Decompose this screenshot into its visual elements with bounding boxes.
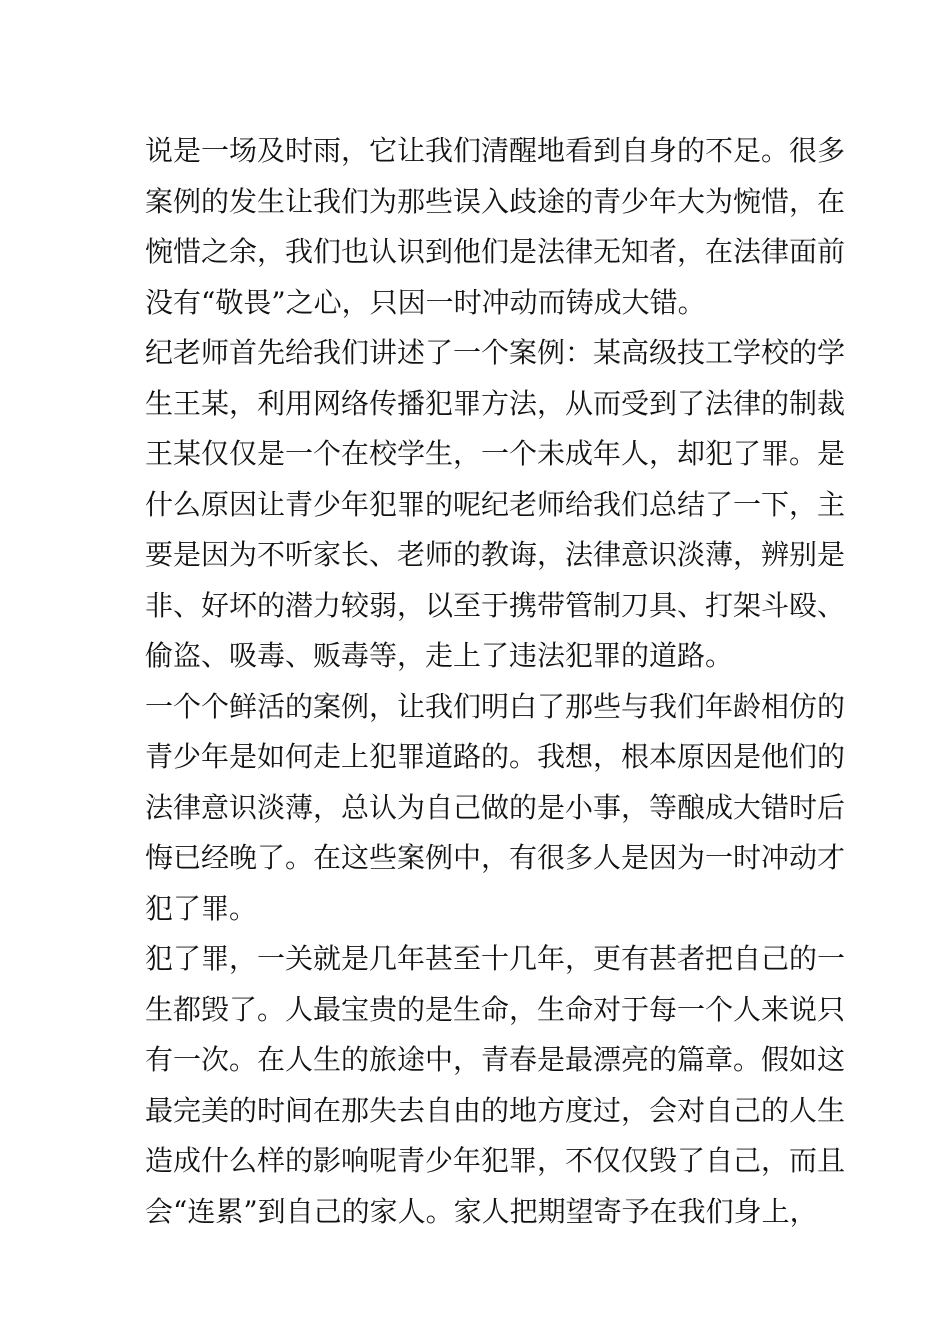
text-line-19: 有一次。在人生的旅途中，青春是最漂亮的篇章。假如这	[145, 1043, 846, 1076]
body-text	[145, 126, 846, 1237]
text-line-3: 惋惜之余，我们也认识到他们是法律无知者，在法律面前	[145, 235, 846, 268]
text-line-17: 犯了罪，一关就是几年甚至十几年，更有甚者把自己的一	[145, 942, 846, 975]
text-line-7: 王某仅仅是一个在校学生，一个未成年人，却犯了罪。是	[145, 437, 846, 470]
text-line-4: 没有“敬畏”之心，只因一时冲动而铸成大错。	[145, 285, 706, 319]
text-line-13: 青少年是如何走上犯罪道路的。我想，根本原因是他们的	[145, 740, 846, 773]
text-line-21: 造成什么样的影响呢青少年犯罪，不仅仅毁了自己，而且	[145, 1144, 846, 1177]
text-line-9: 要是因为不听家长、老师的教诲，法律意识淡薄，辨别是	[145, 538, 846, 571]
text-line-14: 法律意识淡薄，总认为自己做的是小事，等酿成大错时后	[145, 790, 846, 824]
text-line-6: 生王某，利用网络传播犯罪方法，从而受到了法律的制裁	[145, 386, 846, 420]
text-line-11: 偷盗、吸毒、贩毒等，走上了违法犯罪的道路。	[145, 639, 734, 672]
text-line-2: 案例的发生让我们为那些误入歧途的青少年大为惋惜，在	[145, 184, 846, 218]
text-line-15: 悔已经晚了。在这些案例中，有很多人是因为一时冲动才	[145, 841, 846, 874]
text-line-10: 非、好坏的潜力较弱，以至于携带管制刀具、打架斗殴、	[145, 588, 846, 622]
text-line-20: 最完美的时间在那失去自由的地方度过，会对自己的人生	[145, 1093, 846, 1127]
text-line-5: 纪老师首先给我们讲述了一个案例：某高级技工学校的学	[145, 336, 846, 369]
text-line-8: 什么原因让青少年犯罪的呢纪老师给我们总结了一下，主	[145, 487, 846, 521]
text-line-1: 说是一场及时雨，它让我们清醒地看到自身的不足。很多	[145, 134, 846, 167]
text-line-22: 会“连累”到自己的家人。家人把期望寄予在我们身上，	[145, 1194, 818, 1228]
text-line-16: 犯了罪。	[145, 891, 258, 925]
text-line-18: 生都毁了。人最宝贵的是生命，生命对于每一个人来说只	[145, 992, 846, 1026]
text-line-12: 一个个鲜活的案例，让我们明白了那些与我们年龄相仿的	[145, 689, 846, 723]
